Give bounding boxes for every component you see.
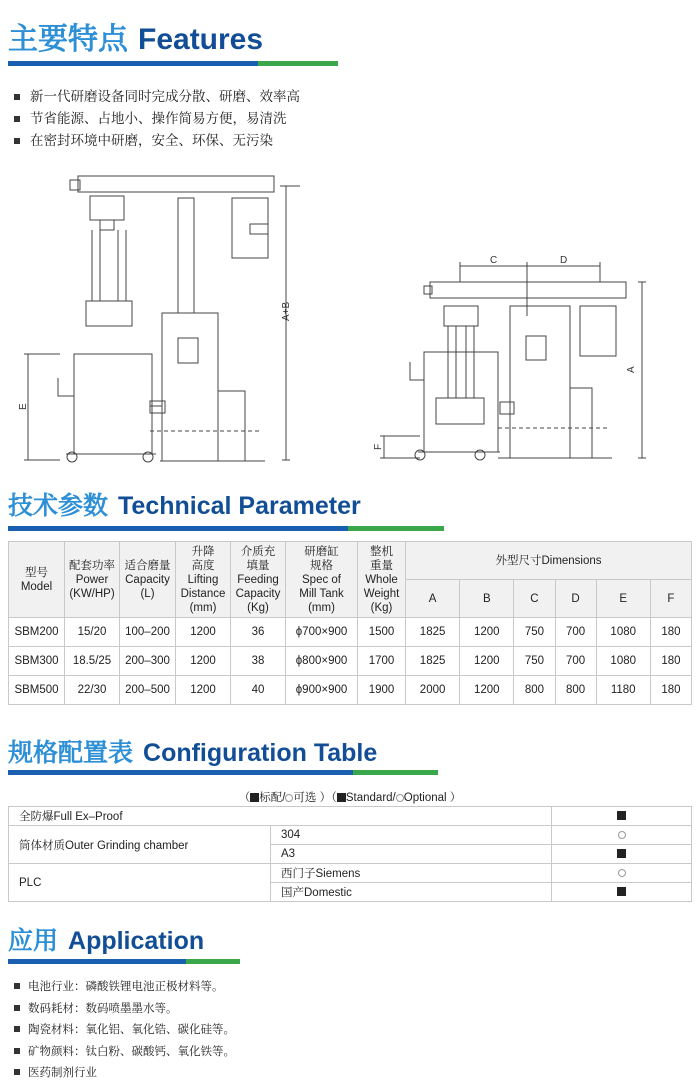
features-underline [8,61,338,66]
table-cell: 22/30 [65,676,120,705]
table-cell: 1180 [596,676,650,705]
table-cell: 180 [650,676,691,705]
table-cell: 1900 [358,676,406,705]
features-item: 节省能源、占地小、操作简易方便，易清洗 [14,108,300,130]
label-d: D [560,255,568,266]
table-cell: 800 [555,676,596,705]
header-dim-c: C [514,580,555,618]
features-list [14,86,300,152]
header-model: 型号 Model [9,542,65,618]
header-dimensions: 外型尺寸Dimensions [406,542,692,580]
config-underline [8,770,438,775]
features-item: 新一代研磨设备同时完成分散、研磨、效率高 [14,86,300,108]
config-plc: PLC [9,864,271,902]
header-capacity: 适合磨量 Capacity (L) [120,542,176,618]
config-title-en: Configuration Table [143,739,378,767]
machine-drawing [0,166,700,486]
machine-raised [24,176,300,462]
header-lifting: 升降 高度 Lifting Distance (mm) [176,542,231,618]
table-cell: ϕ700×900 [286,618,358,647]
features-item: 在密封环境中研磨，安全、环保、无污染 [14,130,300,152]
config-title-zh: 规格配置表 [8,738,134,767]
application-item: 陶瓷材料：氧化铝、氧化锆、碳化硅等。 [14,1019,235,1041]
table-cell: SBM200 [9,618,65,647]
table-cell: 38 [231,647,286,676]
legend-standard: 标配/ [259,792,286,804]
label-f: F [373,443,384,450]
config-plc-domestic: 国产Domestic [271,883,552,902]
table-cell: 1200 [460,647,514,676]
config-title [8,733,377,769]
technical-title [8,486,361,522]
config-chamber-304: 304 [271,826,552,845]
application-item: 电池行业：磷酸铁锂电池正极材料等。 [14,976,235,998]
table-cell: 2000 [406,676,460,705]
table-cell: 1200 [176,676,231,705]
table-cell: 180 [650,618,691,647]
table-cell: 15/20 [65,618,120,647]
config-table [8,806,692,902]
table-cell: 180 [650,647,691,676]
header-dim-d: D [555,580,596,618]
table-cell: 40 [231,676,286,705]
table-cell: 1200 [460,618,514,647]
application-title-zh: 应用 [8,926,59,955]
optional-marker-icon [396,794,404,802]
header-dim-e: E [596,580,650,618]
table-cell: 1200 [176,618,231,647]
legend-optional: 可选 ）（ [293,792,337,804]
machine-lowered [380,262,646,460]
label-a-plus-b: A+B [281,301,292,321]
label-e: E [18,403,29,410]
standard-marker-icon [617,849,626,858]
optional-marker-icon [618,869,626,877]
label-a: A [626,366,637,373]
header-power: 配套功率 Power (KW/HP) [65,542,120,618]
standard-marker-icon [617,887,626,896]
table-cell: SBM500 [9,676,65,705]
features-title [8,14,263,58]
table-row [9,676,692,705]
header-weight: 整机 重量 Whole Weight (Kg) [358,542,406,618]
header-spec: 研磨缸 规格 Spec of Mill Tank (mm) [286,542,358,618]
application-list [14,976,235,1084]
application-item: 医药制剂行业 [14,1062,235,1084]
config-mark [552,845,692,864]
application-item: 矿物颜料：钛白粉、碳酸钙、氧化铁等。 [14,1041,235,1063]
table-cell: 750 [514,647,555,676]
optional-marker-icon [618,831,626,839]
table-cell: 36 [231,618,286,647]
table-cell: 1080 [596,618,650,647]
config-mark [552,826,692,845]
config-mark [552,864,692,883]
table-cell: 1500 [358,618,406,647]
table-cell: 700 [555,618,596,647]
table-cell: 1700 [358,647,406,676]
header-feeding: 介质充 填量 Feeding Capacity (Kg) [231,542,286,618]
legend-open: （ [238,792,251,804]
table-cell: 750 [514,618,555,647]
table-row [9,618,692,647]
technical-underline [8,526,444,531]
table-cell: 18.5/25 [65,647,120,676]
table-cell: 1200 [176,647,231,676]
standard-marker-icon [250,793,259,802]
application-underline [8,959,240,964]
application-title [8,921,204,957]
application-title-en: Application [68,927,205,955]
table-cell: SBM300 [9,647,65,676]
table-cell: 700 [555,647,596,676]
table-cell: 200–300 [120,647,176,676]
header-dim-b: B [460,580,514,618]
table-cell: ϕ900×900 [286,676,358,705]
config-ex-proof: 全防爆Full Ex–Proof [9,807,552,826]
table-cell: 100–200 [120,618,176,647]
standard-marker-icon [617,811,626,820]
table-cell: 1825 [406,647,460,676]
config-chamber-a3: A3 [271,845,552,864]
config-chamber: 筒体材质Outer Grinding chamber [9,826,271,864]
technical-table-body [9,618,692,705]
standard-marker-icon [337,793,346,802]
technical-table [8,541,692,705]
label-c: C [490,255,498,266]
features-title-zh: 主要特点 [8,22,128,57]
table-cell: 1200 [460,676,514,705]
legend-optional-en: Optional ） [403,792,462,804]
table-cell: 1080 [596,647,650,676]
features-title-en: Features [138,23,264,56]
technical-title-en: Technical Parameter [118,492,361,520]
technical-title-zh: 技术参数 [8,491,109,520]
legend-standard-en: Standard/ [345,792,396,804]
application-item: 数码耗材：数码喷墨墨水等。 [14,998,235,1020]
table-cell: ϕ800×900 [286,647,358,676]
config-legend [8,789,692,805]
config-mark [552,807,692,826]
table-cell: 1825 [406,618,460,647]
header-dim-f: F [650,580,691,618]
table-row [9,647,692,676]
table-cell: 800 [514,676,555,705]
config-plc-siemens: 西门子Siemens [271,864,552,883]
config-mark [552,883,692,902]
header-dim-a: A [406,580,460,618]
table-cell: 200–500 [120,676,176,705]
